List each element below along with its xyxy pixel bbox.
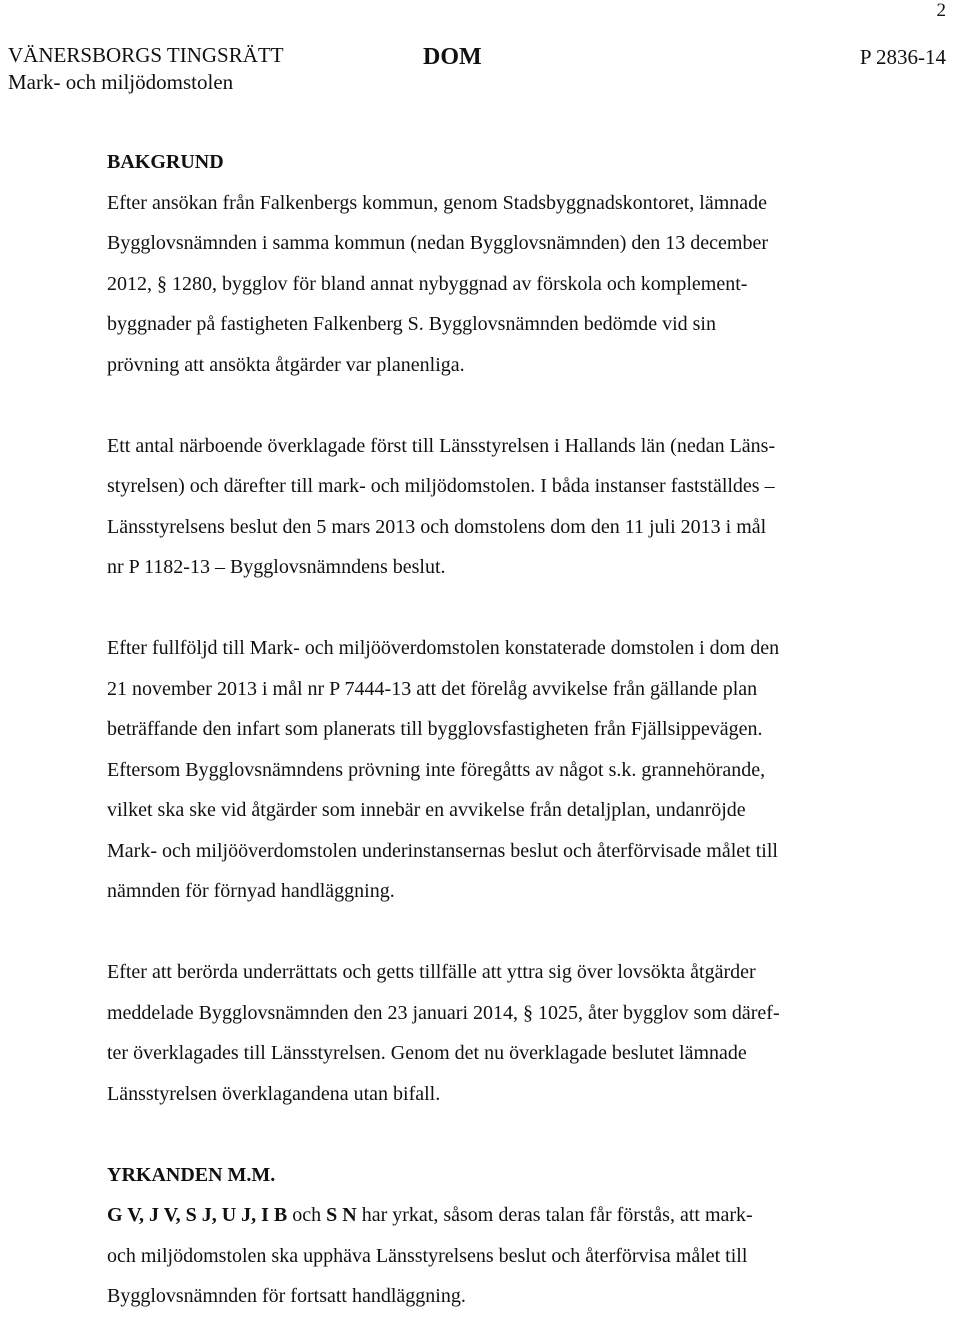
text-line: prövning att ansökta åtgärder var planenliga. <box>107 353 465 376</box>
text-line: Länsstyrelsens beslut den 5 mars 2013 och domstolens dom den 11 juli 2013 i mål <box>107 515 767 538</box>
text-line: Bygglovsnämnden för fortsatt handläggning. <box>107 1285 466 1307</box>
text-line: Eftersom Bygglovsnämndens prövning inte föregåtts av något s.k. grannehörande, <box>107 758 766 781</box>
paragraph-claims <box>107 1195 907 1317</box>
text-line: Efter att berörda underrättats och getts tillfälle att yttra sig över lovsökta åtgärder <box>107 961 756 983</box>
text-line: nr P 1182-13 – Bygglovsnämndens beslut. <box>107 556 446 578</box>
conjunction: och <box>287 1204 327 1226</box>
text-line: nämnden för förnyad handläggning. <box>107 880 395 902</box>
case-number: P 2836-14 <box>859 45 946 69</box>
court-division: Mark- och miljödomstolen <box>8 70 234 94</box>
document-body <box>107 142 907 1317</box>
text-line: och miljödomstolen ska upphäva Länsstyrelsens beslut och återförvisa målet till <box>107 1244 748 1267</box>
document-type: DOM <box>423 44 482 70</box>
text-line: vilket ska ske vid åtgärder som innebär en avvikelse från detaljplan, undanröjde <box>107 799 746 821</box>
text-line: styrelsen) och därefter till mark- och miljödomstolen. I båda instanser fastställdes – <box>107 475 775 497</box>
paragraph-background-1 <box>107 183 907 386</box>
section-heading-claims: YRKANDEN M.M. <box>107 1163 276 1186</box>
court-name: VÄNERSBORGS TINGSRÄTT <box>8 43 284 67</box>
text-line: Bygglovsnämnden i samma kommun (nedan Bygglovsnämnden) den 13 december <box>107 232 768 254</box>
text-line: Efter ansökan från Falkenbergs kommun, genom Stadsbyggnadskontoret, lämnade <box>107 191 768 214</box>
text-line <box>107 1195 907 1236</box>
paragraph-background-3 <box>107 628 907 912</box>
parties-names: G V, J V, S J, U J, I B <box>107 1204 288 1226</box>
page-number: 2 <box>936 0 946 21</box>
text-line: Ett antal närboende överklagade först till Länsstyrelsen i Hallands län (nedan Läns- <box>107 434 776 457</box>
text-line: Efter fullföljd till Mark- och miljööverdomstolen konstaterade domstolen i dom den <box>107 637 780 659</box>
text-line: byggnader på fastigheten Falkenberg S. Bygglovsnämnden bedömde vid sin <box>107 313 716 335</box>
claim-text: har yrkat, såsom deras talan får förstås, att mark- <box>356 1204 753 1226</box>
text-line: beträffande den infart som planerats till bygglovsfastigheten från Fjällsippevägen. <box>107 718 763 740</box>
paragraph-background-4 <box>107 952 907 1114</box>
text-line: 2012, § 1280, bygglov för bland annat nybyggnad av förskola och komplement- <box>107 272 748 295</box>
document-header <box>8 42 946 96</box>
text-line: Länsstyrelsen överklagandena utan bifall. <box>107 1082 441 1105</box>
section-heading-background: BAKGRUND <box>107 151 224 173</box>
paragraph-background-2 <box>107 426 907 588</box>
text-line: Mark- och miljööverdomstolen underinstansernas beslut och återförvisade målet till <box>107 839 778 862</box>
text-line: 21 november 2013 i mål nr P 7444-13 att det förelåg avvikelse från gällande plan <box>107 677 758 700</box>
text-line: meddelade Bygglovsnämnden den 23 januari 2014, § 1025, åter bygglov som däref- <box>107 1001 780 1024</box>
text-line: ter överklagades till Länsstyrelsen. Genom det nu överklagade beslutet lämnade <box>107 1042 747 1064</box>
party-name-last: S N <box>326 1204 357 1226</box>
